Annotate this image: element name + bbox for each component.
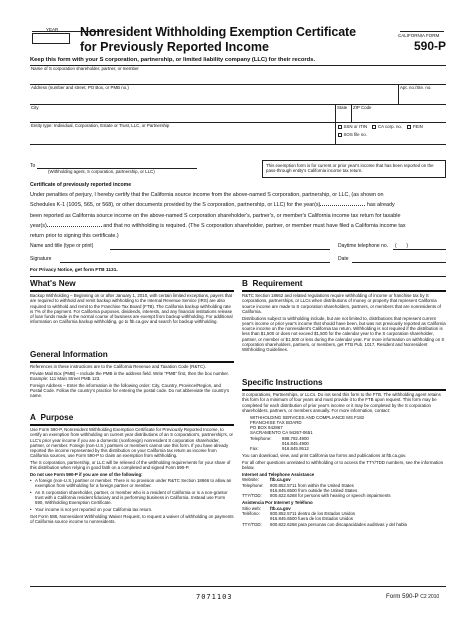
assistance-heading: Internet and Telephone Assistance xyxy=(242,471,315,477)
specific-instructions-heading: Specific Instructions xyxy=(242,378,323,387)
requirement-body xyxy=(242,293,446,354)
entity-type-label: Entity type: Individual, Corporation, Estate or Trust, LLC, or Partnership xyxy=(31,123,170,128)
exemption-note-box xyxy=(262,160,446,178)
purpose-bullet-resident: • An S corporation shareholder, partner, or member who is a resident of California or is a non-grantor trust with a California resident fiduciary and is performing business in California. Instead use Form 590, Withholding Exemption Certificate. xyxy=(30,490,234,506)
year-input[interactable] xyxy=(32,33,70,44)
fax-label: Fax: xyxy=(250,446,259,452)
sos-option-label: SOS file no. xyxy=(343,132,367,137)
date-input[interactable] xyxy=(352,262,446,263)
specific-paragraph-1: S corporations, Partnerships, or LLCs. Do not send this form to the FTB. The withholding agent retains this form for a minimum of four years and must provide it to the FTB upon request. This form may be completed for each distribution of prior year's income or it may be completed by the S corporation shareholders, partners, or members annually. For more information, contact: xyxy=(242,392,441,413)
es-telephone-1: 800.852.5711 dentro de los Estados Unidos xyxy=(270,511,356,517)
purpose-body xyxy=(30,427,234,526)
form-code: 7071103 xyxy=(196,593,233,601)
exemption-note-text: This exemption form is for current or prior year's income that has been reported on the pass-through entity's California income tax return. xyxy=(266,163,434,174)
access-paragraph: For all other questions unrelated to withholding or to access the TTY/TDD numbers, see the information below. xyxy=(242,459,444,470)
state-form-label: CALIFORNIA FORM xyxy=(398,33,440,38)
gi-paragraph-rtc: References in these instructions are to the California Revenue and Taxation Code (R&TC). xyxy=(30,364,206,369)
purpose-paragraph-2: The S corporation, partnership, or LLC will be relieved of the withholding requirements for your share of this distribution when relying in good faith on a completed and signed Form 590-P. xyxy=(30,460,231,471)
form-title-line2: for Previously Reported Income xyxy=(80,40,269,54)
gi-paragraph-pmb: Private Mail Box (PMB) – Include the PMB in the address field. Write "PMB" first, then the box number. Example: 111 Main Street PMB 123. xyxy=(30,370,229,381)
purpose-heading xyxy=(30,414,73,422)
to-label: To xyxy=(30,163,36,169)
telephone-number-2: 916.845.4900 xyxy=(282,440,309,446)
certificate-line-1: Under penalties of perjury, I hereby certify that the California source income from the above-named S corporation, partnership, or LLC, (as shown on xyxy=(30,192,384,198)
general-info-body xyxy=(30,364,234,400)
phone-paren: ( ) xyxy=(395,243,409,249)
certificate-body xyxy=(30,190,446,241)
certificate-line-3: been reported as California source income on the above-named S corporation shareholder's, partner's, or member's California income tax return for taxable xyxy=(30,212,401,219)
ca-corp-option-label: CA corp. no. xyxy=(377,124,403,129)
telephone-number-1: 888.792.4900 xyxy=(282,435,309,441)
ssn-checkbox[interactable] xyxy=(338,125,342,129)
general-info-heading: General Information xyxy=(30,350,108,359)
purpose-paragraph-3: Get Form 588, Nonresident Withholding Waiver Request, to request a waiver of withholding on payments of California source income to nonresidents. xyxy=(30,513,234,524)
ca-corp-checkbox[interactable] xyxy=(372,125,376,129)
es-tty-number: 800.822.6268 para personas con discapacidades auditivas y del habla xyxy=(270,521,407,527)
purpose-do-not-use: Do not use Form 590-P if you are one of the following: xyxy=(30,472,143,478)
fein-checkbox[interactable] xyxy=(407,125,411,129)
header-top-rule-right xyxy=(400,31,444,32)
certificate-line-2-end: has already xyxy=(366,202,395,209)
assist-telephone-label: Telephone: xyxy=(242,482,264,488)
requirement-letter: B xyxy=(242,279,248,288)
zip-label: ZIP Code xyxy=(353,105,372,110)
signature-label: Signature xyxy=(30,256,52,262)
certificate-line-2: Schedules K-1 (100S, 565, or 568), or other documents provided by the S corporation, partnership, or LLC) for the year(s) xyxy=(30,202,321,209)
apt-label: Apt. no./Ste. no. xyxy=(400,85,432,90)
es-website-label: Sitio web: xyxy=(242,505,262,511)
keep-form-instruction: Keep this form with your S corporation, partnership, or limited liability company (LLC) for their records. xyxy=(30,57,316,63)
name-title-input[interactable] xyxy=(110,249,330,250)
address-line-4: SACRAMENTO CA 94267-0651 xyxy=(250,430,313,436)
es-website-link[interactable]: ftb.ca.gov xyxy=(270,505,291,511)
certificate-line-5: return prior to signing this certificate.) xyxy=(30,233,119,240)
certificate-line-4-mid: and that no withholding is required. (The S corporation shareholder, partner, or member must have filed a California income tax xyxy=(103,222,406,229)
purpose-bullet-foreign: • A foreign (non-U.S.) partner or member. There is no provision under R&TC Section 18666 to allow an exemption from withholding for a foreign partner or member. xyxy=(30,478,234,489)
spanish-assistance-heading: Asistencia Por Internet y Teléfono xyxy=(242,500,313,506)
es-telephone-label: Teléfono: xyxy=(242,511,260,517)
shareholder-name-label: Name of S corporation shareholder, partner, or member xyxy=(31,66,139,71)
footer-form-label xyxy=(386,593,439,600)
gi-paragraph-foreign: Foreign Address – Enter the information in the following order: City, Country, Province/Region, and Postal Code. Follow the country's practice for entering the postal code. Do not abbreviate the country's name. xyxy=(30,382,230,399)
footer-form-number: Form 590-P xyxy=(386,593,419,600)
city-label: City xyxy=(31,105,39,110)
form-title-line1: Nonresident Withholding Exemption Certificate xyxy=(80,25,356,39)
footer-form-suffix: C2 2010 xyxy=(420,594,440,600)
phone-input[interactable] xyxy=(393,249,446,250)
telephone-label: Telephone: xyxy=(250,435,272,441)
taxable-years-input[interactable] xyxy=(47,226,102,227)
year-label: YEAR xyxy=(46,27,59,32)
sos-option xyxy=(338,132,367,137)
id-type-options xyxy=(338,124,423,129)
certificate-line-4: year(s) xyxy=(30,222,47,229)
ssn-option-label: SSN or ITIN xyxy=(343,124,368,129)
requirement-paragraph-2: Distributions subject to withholding include, but are not limited to, distributions that represent current year's income or prior year's income that should have been, but was not previously reported as California source income on the nonresident's California tax return. Withholding is not required if the distribution is less than $1,500 or does not exceed $1,500 for the calendar year to the S corporation shareholder, partner, or member or $1,500 or less during the calendar year. For more information on withholding on S corporation shareholders, partners, or members, get FTB Pub. 1017, Resident and Nonresident Withholding Guidelines. xyxy=(242,315,446,353)
sos-checkbox[interactable] xyxy=(338,133,342,137)
purpose-bullet-not-reported: • Your income is not yet reported on your California tax return. xyxy=(30,507,234,512)
requirement-title: Requirement xyxy=(252,279,303,288)
requirement-paragraph-1: R&TC Section 18662 and related regulations require withholding of income or franchise tax by S corporations, partnerships, or LLCs when distributions of money or property that represent California source income are made to S corporation shareholders, partners, or members that are nonresidents of California. xyxy=(242,293,441,314)
address-line-1: WITHHOLDING SERVICES AND COMPLIANCE MS F182 xyxy=(250,414,365,420)
certificate-heading: Certificate of previously reported income xyxy=(30,182,132,188)
website-link[interactable]: ftb.ca.gov xyxy=(270,477,291,483)
tty-label: TTY/TDD: xyxy=(242,493,262,499)
fax-number: 916.845.9512 xyxy=(282,446,309,452)
es-telephone-2: 916.845.6500 fuera de los Estados Unidos xyxy=(270,516,353,522)
requirement-heading xyxy=(242,280,303,288)
es-tty-label: TTY/TDD: xyxy=(242,521,262,527)
fein-option-label: FEIN xyxy=(412,124,423,129)
state-label: State xyxy=(337,105,348,110)
purpose-title: Purpose xyxy=(40,413,74,422)
form-number: 590-P xyxy=(414,39,447,53)
whats-new-heading: What's New xyxy=(30,279,76,288)
purpose-paragraph-1: Use Form 590-P, Nonresident Withholding Exemption Certificate for Previously Reported Income, to certify an exemption from withholding on current year distributions of an S corporation's, partnership's, or LLC's prior year income if you are a domestic (nonforeign) nonresident S corporation shareholder, partner, or member. Foreign (non-U.S.) partners or members cannot use this form. If you have already reported the income represented by this distribution on your California tax return as income from California sources, use Form 590-P to claim an exemption from withholding. xyxy=(30,427,234,459)
address-line-3: PO BOX 942867 xyxy=(250,425,283,431)
tty-number: 800.822.6268 for persons with hearing or speech impairments xyxy=(270,493,391,499)
website-label: Website: xyxy=(242,477,260,483)
years-input[interactable] xyxy=(320,205,365,206)
address-line-2: FRANCHISE TAX BOARD xyxy=(250,419,302,425)
withholding-agent-label: (Withholding agent, S corporation, partnership, or LLC) xyxy=(48,169,155,174)
address-label: Address (number and street, PO Box, or PMB no.) xyxy=(31,85,129,90)
specific-instructions-body xyxy=(242,392,446,527)
purpose-letter: A xyxy=(30,413,36,422)
privacy-notice: For Privacy Notice, get form FTB 1131. xyxy=(30,268,118,273)
daytime-phone-label: Daytime telephone no. xyxy=(338,243,389,249)
date-label: Date xyxy=(338,256,349,262)
download-paragraph: You can download, view, and print California tax forms and publications at ftb.ca.gov. xyxy=(242,452,407,458)
signature-input[interactable] xyxy=(60,262,330,263)
name-title-label: Name and title (type or print) xyxy=(30,243,94,249)
assist-telephone-2: 916.845.6500 from outside the United States xyxy=(270,487,358,493)
whats-new-body: Backup Withholding – Beginning on or after January 1, 2010, with certain limited exceptions, payers that are required to withhold and remit backup withholding to the Internal Revenue Service (IRS) are also required to withhold and remit to the Franchise Tax Board (FTB). The California backup withholding rate is 7% of the payment. For California purposes, dividends, interests, and any financial institutions release of loan funds made in the normal course of business are exempt from backup withholding. For additional information on California backup withholding, go to ftb.ca.gov and search for backup withholding. xyxy=(30,293,233,325)
assist-telephone-1: 800.852.5711 from within the United States xyxy=(270,482,354,488)
